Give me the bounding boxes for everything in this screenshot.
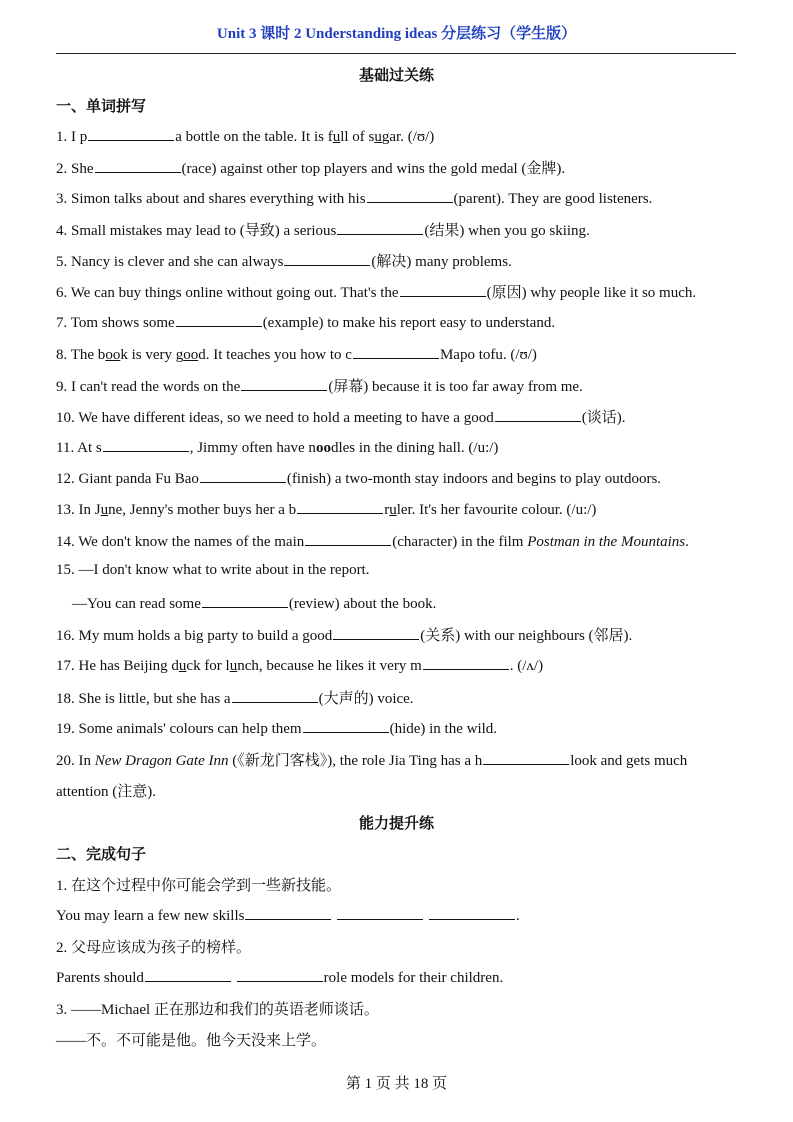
answer-blank[interactable] — [483, 750, 569, 765]
answer-blank[interactable] — [232, 688, 318, 703]
question-10: 10. We have different ideas, so we need to hold a meeting to have a good (谈话). — [56, 406, 625, 427]
answer-blank[interactable] — [245, 905, 331, 920]
question-15-reply: —You can read some (review) about the book. — [72, 593, 436, 613]
answer-blank[interactable] — [284, 251, 370, 266]
sentence-2-chinese: 2. 父母应该成为孩子的榜样。 — [56, 940, 252, 956]
answer-blank[interactable] — [103, 437, 189, 452]
section-title-advanced: 能力提升练 — [358, 816, 434, 832]
answer-blank[interactable] — [337, 905, 423, 920]
answer-blank[interactable] — [495, 407, 581, 422]
section-title-basic: 基础过关练 — [358, 68, 434, 84]
question-7: 7. Tom shows some (example) to make his report easy to understand. — [56, 312, 555, 332]
answer-blank[interactable] — [400, 282, 486, 297]
answer-blank[interactable] — [297, 499, 383, 514]
part-title-sentences: 二、完成句子 — [56, 847, 147, 863]
answer-blank[interactable] — [88, 126, 174, 141]
question-20: 20. In New Dragon Gate Inn (《新龙门客栈》), the role Jia Ting has a h look and gets much — [56, 749, 687, 770]
sentence-1-chinese: 1. 在这个过程中你可能会学到一些新技能。 — [56, 878, 342, 894]
question-19: 19. Some animals' colours can help them (hide) in the wild. — [56, 718, 497, 738]
question-16: 16. My mum holds a big party to build a good (关系) with our neighbours (邻居). — [56, 624, 632, 645]
answer-blank[interactable] — [237, 967, 323, 982]
answer-blank[interactable] — [176, 312, 262, 327]
sentence-2-english: Parents should role models for their children. — [56, 967, 503, 987]
question-15: 15. —I don't know what to write about in the report. — [56, 562, 370, 578]
sentence-1-english: You may learn a few new skills . — [56, 905, 520, 925]
answer-blank[interactable] — [241, 376, 327, 391]
page-footer: 第 1 页 共 18 页 — [345, 1076, 448, 1092]
question-8: 8. The book is very good. It teaches you how to c Mapo tofu. (/ʊ/) — [56, 344, 537, 364]
answer-blank[interactable] — [423, 655, 509, 670]
sentence-3-line-1: 3. ——Michael 正在那边和我们的英语老师谈话。 — [56, 1002, 379, 1018]
answer-blank[interactable] — [333, 625, 419, 640]
answer-blank[interactable] — [95, 158, 181, 173]
answer-blank[interactable] — [305, 531, 391, 546]
question-6: 6. We can buy things online without going out. That's the (原因) why people like it so much. — [56, 281, 696, 302]
sentence-3-line-2: ——不。不可能是他。他今天没来上学。 — [56, 1033, 327, 1049]
question-14: 14. We don't know the names of the main (character) in the film Postman in the Mountains. — [56, 531, 689, 551]
question-13: 13. In June, Jenny's mother buys her a b ruler. It's her favourite colour. (/u:/) — [56, 499, 596, 519]
question-11: 11. At s , Jimmy often have noodles in the dining hall. (/u:/) — [56, 437, 498, 457]
part-title-spelling: 一、单词拼写 — [56, 99, 147, 115]
page-header-title: Unit 3 课时 2 Understanding ideas 分层练习（学生版） — [216, 26, 577, 42]
question-2: 2. She (race) against other top players and wins the gold medal (金牌). — [56, 157, 565, 178]
question-3: 3. Simon talks about and shares everything with his (parent). They are good listeners. — [56, 188, 652, 208]
answer-blank[interactable] — [202, 593, 288, 608]
question-5: 5. Nancy is clever and she can always (解决) many problems. — [56, 250, 512, 271]
answer-blank[interactable] — [200, 468, 286, 483]
question-4: 4. Small mistakes may lead to (导致) a serious (结果) when you go skiing. — [56, 219, 590, 240]
question-9: 9. I can't read the words on the (屏幕) because it is too far away from me. — [56, 375, 583, 396]
answer-blank[interactable] — [353, 344, 439, 359]
answer-blank[interactable] — [145, 967, 231, 982]
question-17: 17. He has Beijing duck for lunch, because he likes it very m . (/ʌ/) — [56, 655, 543, 675]
answer-blank[interactable] — [429, 905, 515, 920]
question-18: 18. She is little, but she has a (大声的) voice. — [56, 687, 414, 708]
header-rule — [56, 53, 736, 54]
answer-blank[interactable] — [367, 188, 453, 203]
question-12: 12. Giant panda Fu Bao (finish) a two-month stay indoors and begins to play outdoors. — [56, 468, 661, 488]
question-20-continued: attention (注意). — [56, 784, 156, 800]
answer-blank[interactable] — [303, 718, 389, 733]
answer-blank[interactable] — [337, 220, 423, 235]
question-1: 1. I p a bottle on the table. It is full of sugar. (/ʊ/) — [56, 126, 434, 146]
